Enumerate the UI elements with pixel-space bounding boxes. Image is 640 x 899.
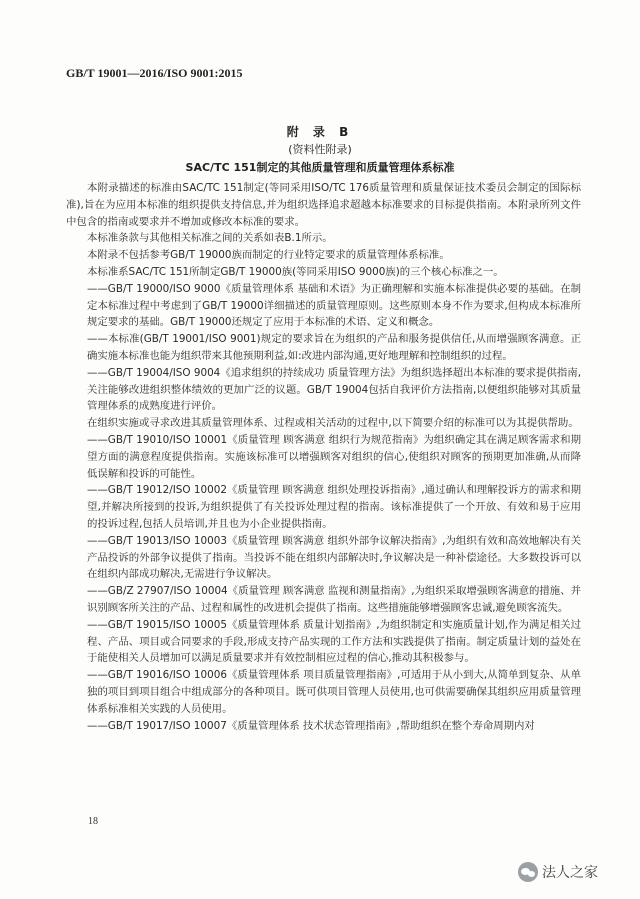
- watermark: [518, 862, 598, 882]
- appendix-subtitle: (资料性附录): [288, 143, 352, 156]
- list-item: ——GB/T 19000/ISO 9000《质量管理体系 基础和术语》为正确理解和实施本标准提供必要的基础。在制定本标准过程中考虑到了GB/T 19000详细描述的质量管理原则。这些原则本身不作为要求,但构成本标准所规定要求的基础。GB/T 19000还规定了应用于本标准的术语、定义和概念。: [87, 282, 581, 329]
- list-item: ——GB/T 19015/ISO 10005《质量管理体系 质量计划指南》,为组织制定和实施质量计划,作为满足相关过程、产品、项目或合同要求的手段,形成支持产品实现的工作方法和实践提供了指南。制定质量计划的益处在于能使相关人员增加可以满足质量要求并有效控制相应过程的信心,推动其积极参与。: [87, 618, 581, 665]
- watermark-text: 法人之家: [542, 865, 598, 881]
- standard-code-header: GB/T 19001—2016/ISO 9001:2015: [66, 66, 243, 80]
- list-item: ——GB/T 19004/ISO 9004《追求组织的持续成功 质量管理方法》为组织选择超出本标准的要求提供指南,关注能够改进组织整体绩效的更加广泛的议题。GB/T 19004包括自我评价方法指南,以便组织能够对其质量管理体系的成熟度进行评价。: [87, 366, 581, 413]
- body-paragraph: 本附录不包括参考GB/T 19000族而制定的行业特定要求的质量管理体系标准。: [87, 249, 450, 262]
- page-number: 18: [88, 816, 98, 827]
- body-paragraph: 在组织实施或寻求改进其质量管理体系、过程或相关活动的过程中,以下简要介绍的标准可以为其提供帮助。: [87, 417, 579, 430]
- document-body: [66, 180, 581, 734]
- body-paragraph: 本附录描述的标准由SAC/TC 151制定(等同采用ISO/TC 176质量管理和质量保证技术委员会制定的国际标准),旨在为应用本标准的组织提供支持信息,并为组织选择追求超越本标准要求的目标提供指南。本附录所列文件中包含的指南或要求并不增加或修改本标准的要求。: [66, 182, 581, 228]
- appendix-title: 附 录 B: [286, 125, 354, 139]
- wechat-icon: [518, 862, 538, 882]
- body-paragraph: 本标准系SAC/TC 151所制定GB/T 19000族(等同采用ISO 9000族)的三个核心标准之一。: [87, 265, 504, 278]
- list-item: ——GB/T 19010/ISO 10001《质量管理 顾客满意 组织行为规范指南》为组织确定其在满足顾客需求和期望方面的满意程度提供指南。实施该标准可以增强顾客对组织的信心,使组织对顾客的预期更加准确,从而降低误解和投诉的可能性。: [87, 433, 581, 480]
- list-item: ——GB/T 19016/ISO 10006《质量管理体系 项目质量管理指南》,可适用于从小到大,从简单到复杂、从单独的项目到项目组合中组成部分的各种项目。既可供项目管理人员使用,也可供需要确保其组织应用质量管理体系标准相关实践的人员使用。: [87, 669, 581, 715]
- appendix-title-block: [0, 124, 640, 176]
- body-paragraph: 本标准条款与其他相关标准之间的关系如表B.1所示。: [87, 232, 333, 245]
- list-item: ——GB/T 19017/ISO 10007《质量管理体系 技术状态管理指南》,帮助组织在整个寿命周期内对: [87, 719, 535, 732]
- list-item: ——GB/T 19013/ISO 10003《质量管理 顾客满意 组织外部争议解决指南》,为组织有效和高效地解决有关产品投诉的外部争议提供了指南。当投诉不能在组织内部解决时,争议解决是一种补偿途径。大多数投诉可以在组织内部成功解决,无需进行争议解决。: [87, 534, 581, 581]
- list-item: ——GB/T 19012/ISO 10002《质量管理 顾客满意 组织处理投诉指南》,通过确认和理解投诉方的需求和期望,并解决所接到的投诉,为组织提供了有关投诉处理过程的指南。该标准提供了一个开放、有效和易于应用的投诉过程,包括人员培训,并且也为小企业提供指南。: [87, 484, 581, 530]
- list-item: ——本标准(GB/T 19001/ISO 9001)规定的要求旨在为组织的产品和服务提供信任,从而增强顾客满意。正确实施本标准也能为组织带来其他预期利益,如:改进内部沟通,更好地理解和控制组织的过程。: [87, 333, 581, 362]
- list-item: ——GB/Z 27907/ISO 10004《质量管理 顾客满意 监视和测量指南》,为组织采取增强顾客满意的措施、并识别顾客所关注的产品、过程和属性的改进机会提供了指南。这些措施能够增强顾客忠诚,避免顾客流失。: [87, 585, 581, 614]
- appendix-heading: SAC/TC 151制定的其他质量管理和质量管理体系标准: [185, 161, 455, 174]
